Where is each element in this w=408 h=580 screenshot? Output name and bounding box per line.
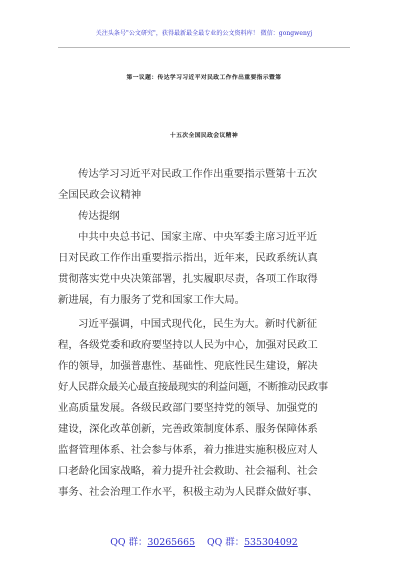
body-line: 传达提纲 — [78, 210, 120, 222]
body-line: 传达学习习近平对民政工作作出重要指示暨第十五次 — [78, 168, 317, 180]
body-line: 业高质量发展。各级民政部门要坚持党的领导、加强党的 — [58, 402, 318, 414]
body-line: 全国民政会议精神 — [58, 189, 142, 201]
body-line: 建设，深化改革创新，完善政策制度体系、服务保障体系 — [58, 423, 318, 435]
body-line: 程，各级党委和政府要坚持以人民为中心，加强对民政工 — [58, 339, 318, 351]
document-title-line-1: 第一议题：传达学习习近平对民政工作作出重要指示暨第 — [126, 75, 282, 81]
body-line: 新进展，有力服务了党和国家工作大局。 — [58, 294, 246, 306]
document-body — [58, 164, 350, 503]
header-divider — [58, 47, 350, 48]
document-title-line-2: 十五次全国民政会议精神 — [169, 133, 239, 139]
footer-separator — [195, 537, 207, 548]
body-line: 好人民群众最关心最直接最现实的利益问题，不断推动民政事 — [58, 381, 328, 393]
body-line: 贯彻落实党中央决策部署，扎实履职尽责，各项工作取得 — [58, 273, 318, 285]
footer-contact — [0, 534, 408, 548]
body-line: 习近平强调，中国式现代化，民生为大。新时代新征 — [78, 318, 317, 330]
body-line: 事务、社会治理工作水平，积极主动为人民群众做好事、 — [58, 486, 318, 498]
qq-group-1-label: QQ 群： — [110, 537, 148, 548]
qq-group-2-label: QQ 群： — [206, 537, 245, 548]
qq-group-1-number[interactable]: 30265665 — [147, 537, 196, 548]
body-line: 监督管理体系、社会参与体系，着力推进实施积极应对人 — [58, 444, 318, 456]
body-line: 作的领导，加强普惠性、基础性、兜底性民生建设，解决 — [58, 360, 318, 372]
body-line: 日对民政工作作出重要指示指出，近年来，民政系统认真 — [58, 252, 318, 264]
qq-group-2-number[interactable]: 535304092 — [244, 537, 298, 548]
body-line: 口老龄化国家战略，着力提升社会救助、社会福利、社会 — [58, 465, 318, 477]
header-banner: 关注头条号"公文研究"，获得最新最全最专业的公文资料库！ 微信：gongwenyj — [95, 30, 313, 37]
body-line: 中共中央总书记、国家主席、中央军委主席习近平近 — [78, 231, 317, 243]
